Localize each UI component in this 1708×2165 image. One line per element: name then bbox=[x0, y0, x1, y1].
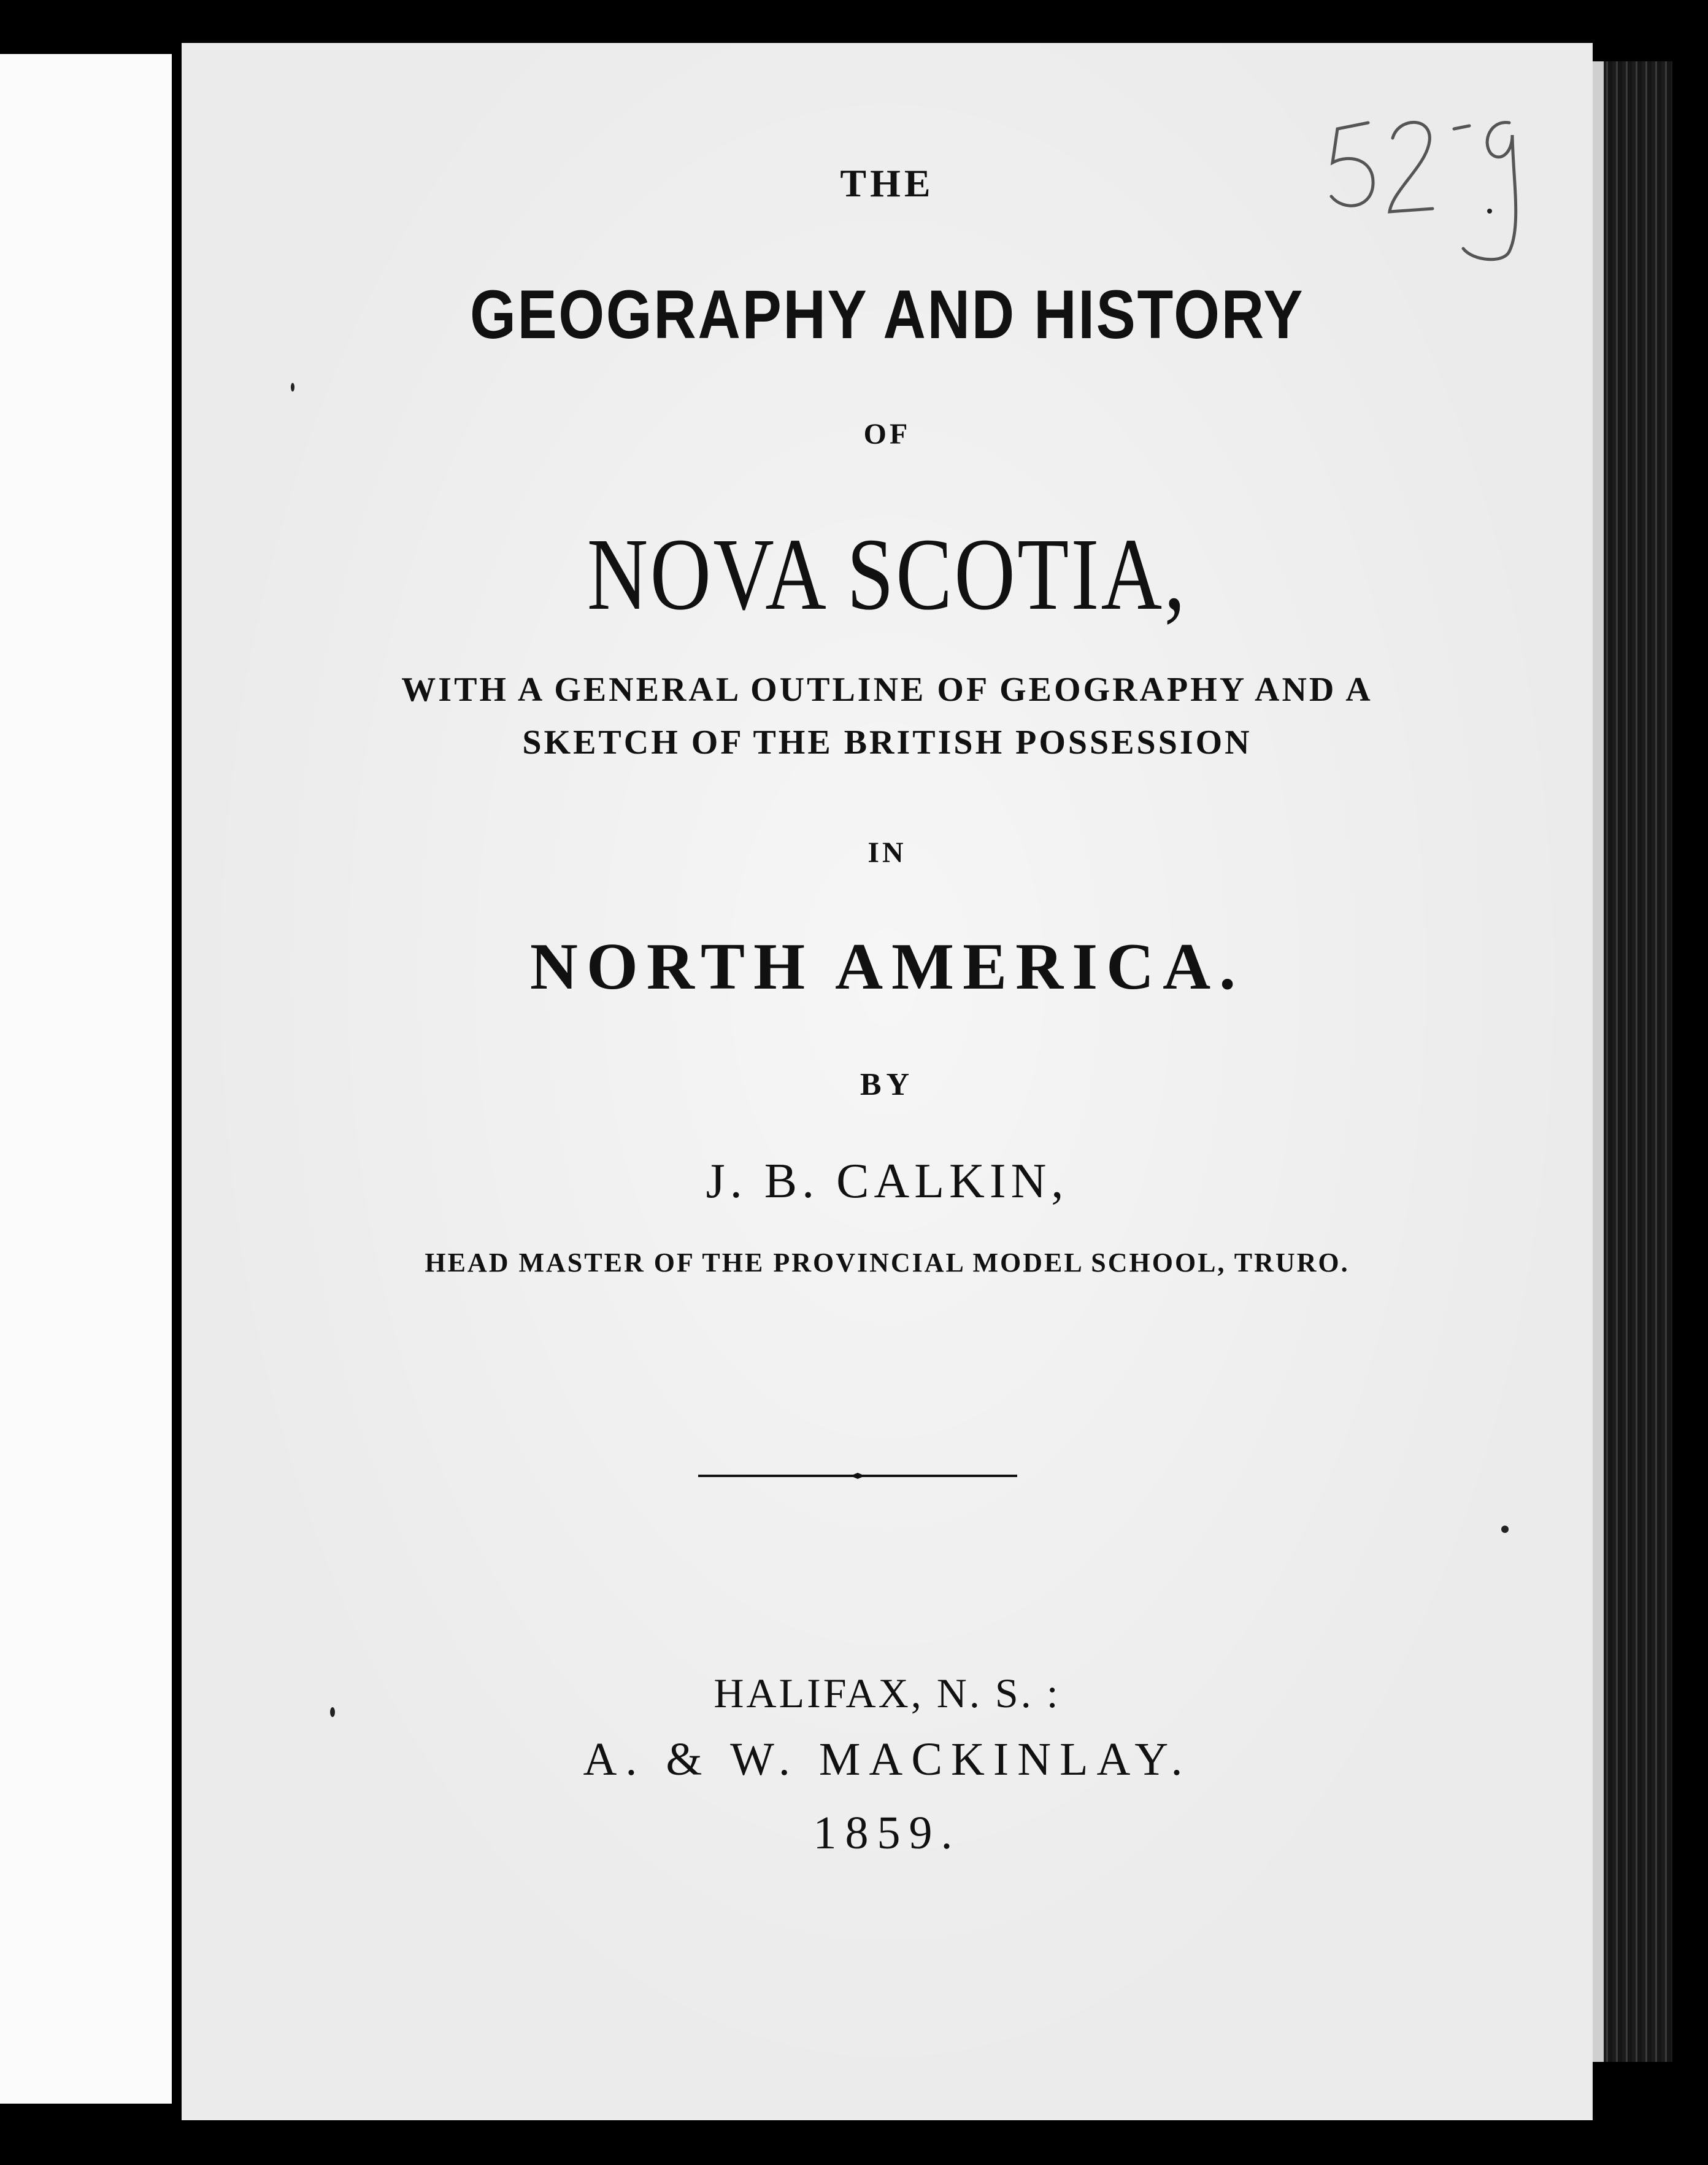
author-title: HEAD MASTER OF THE PROVINCIAL MODEL SCHOOL, TRURO. bbox=[425, 1248, 1350, 1278]
ink-speck bbox=[1501, 1526, 1509, 1533]
imprint-year: 1859. bbox=[813, 1807, 961, 1859]
title-subject: GEOGRAPHY AND HISTORY bbox=[469, 276, 1305, 353]
ornamental-rule bbox=[698, 1473, 1017, 1479]
title-the: THE bbox=[840, 161, 934, 205]
ink-speck bbox=[1487, 209, 1492, 214]
ink-speck bbox=[330, 1707, 335, 1717]
imprint-publisher: A. & W. MACKINLAY. bbox=[583, 1734, 1191, 1785]
title-in: IN bbox=[867, 836, 907, 869]
title-of: OF bbox=[863, 418, 911, 450]
imprint-place: HALIFAX, N. S. : bbox=[714, 1670, 1061, 1716]
facing-page bbox=[0, 54, 172, 2104]
author-name: J. B. CALKIN, bbox=[706, 1154, 1069, 1208]
page-edges bbox=[1593, 61, 1672, 2062]
page-edge-highlight bbox=[1593, 61, 1604, 2062]
ink-speck bbox=[291, 383, 294, 392]
title-by: BY bbox=[860, 1067, 915, 1102]
subtitle-line-1: WITH A GENERAL OUTLINE OF GEOGRAPHY AND A bbox=[401, 671, 1373, 709]
handwritten-shelfmark bbox=[1325, 104, 1546, 276]
title-place: NOVA SCOTIA, bbox=[587, 517, 1188, 631]
title-region: NORTH AMERICA. bbox=[529, 930, 1245, 1003]
subtitle-line-2: SKETCH OF THE BRITISH POSSESSION bbox=[522, 724, 1252, 762]
